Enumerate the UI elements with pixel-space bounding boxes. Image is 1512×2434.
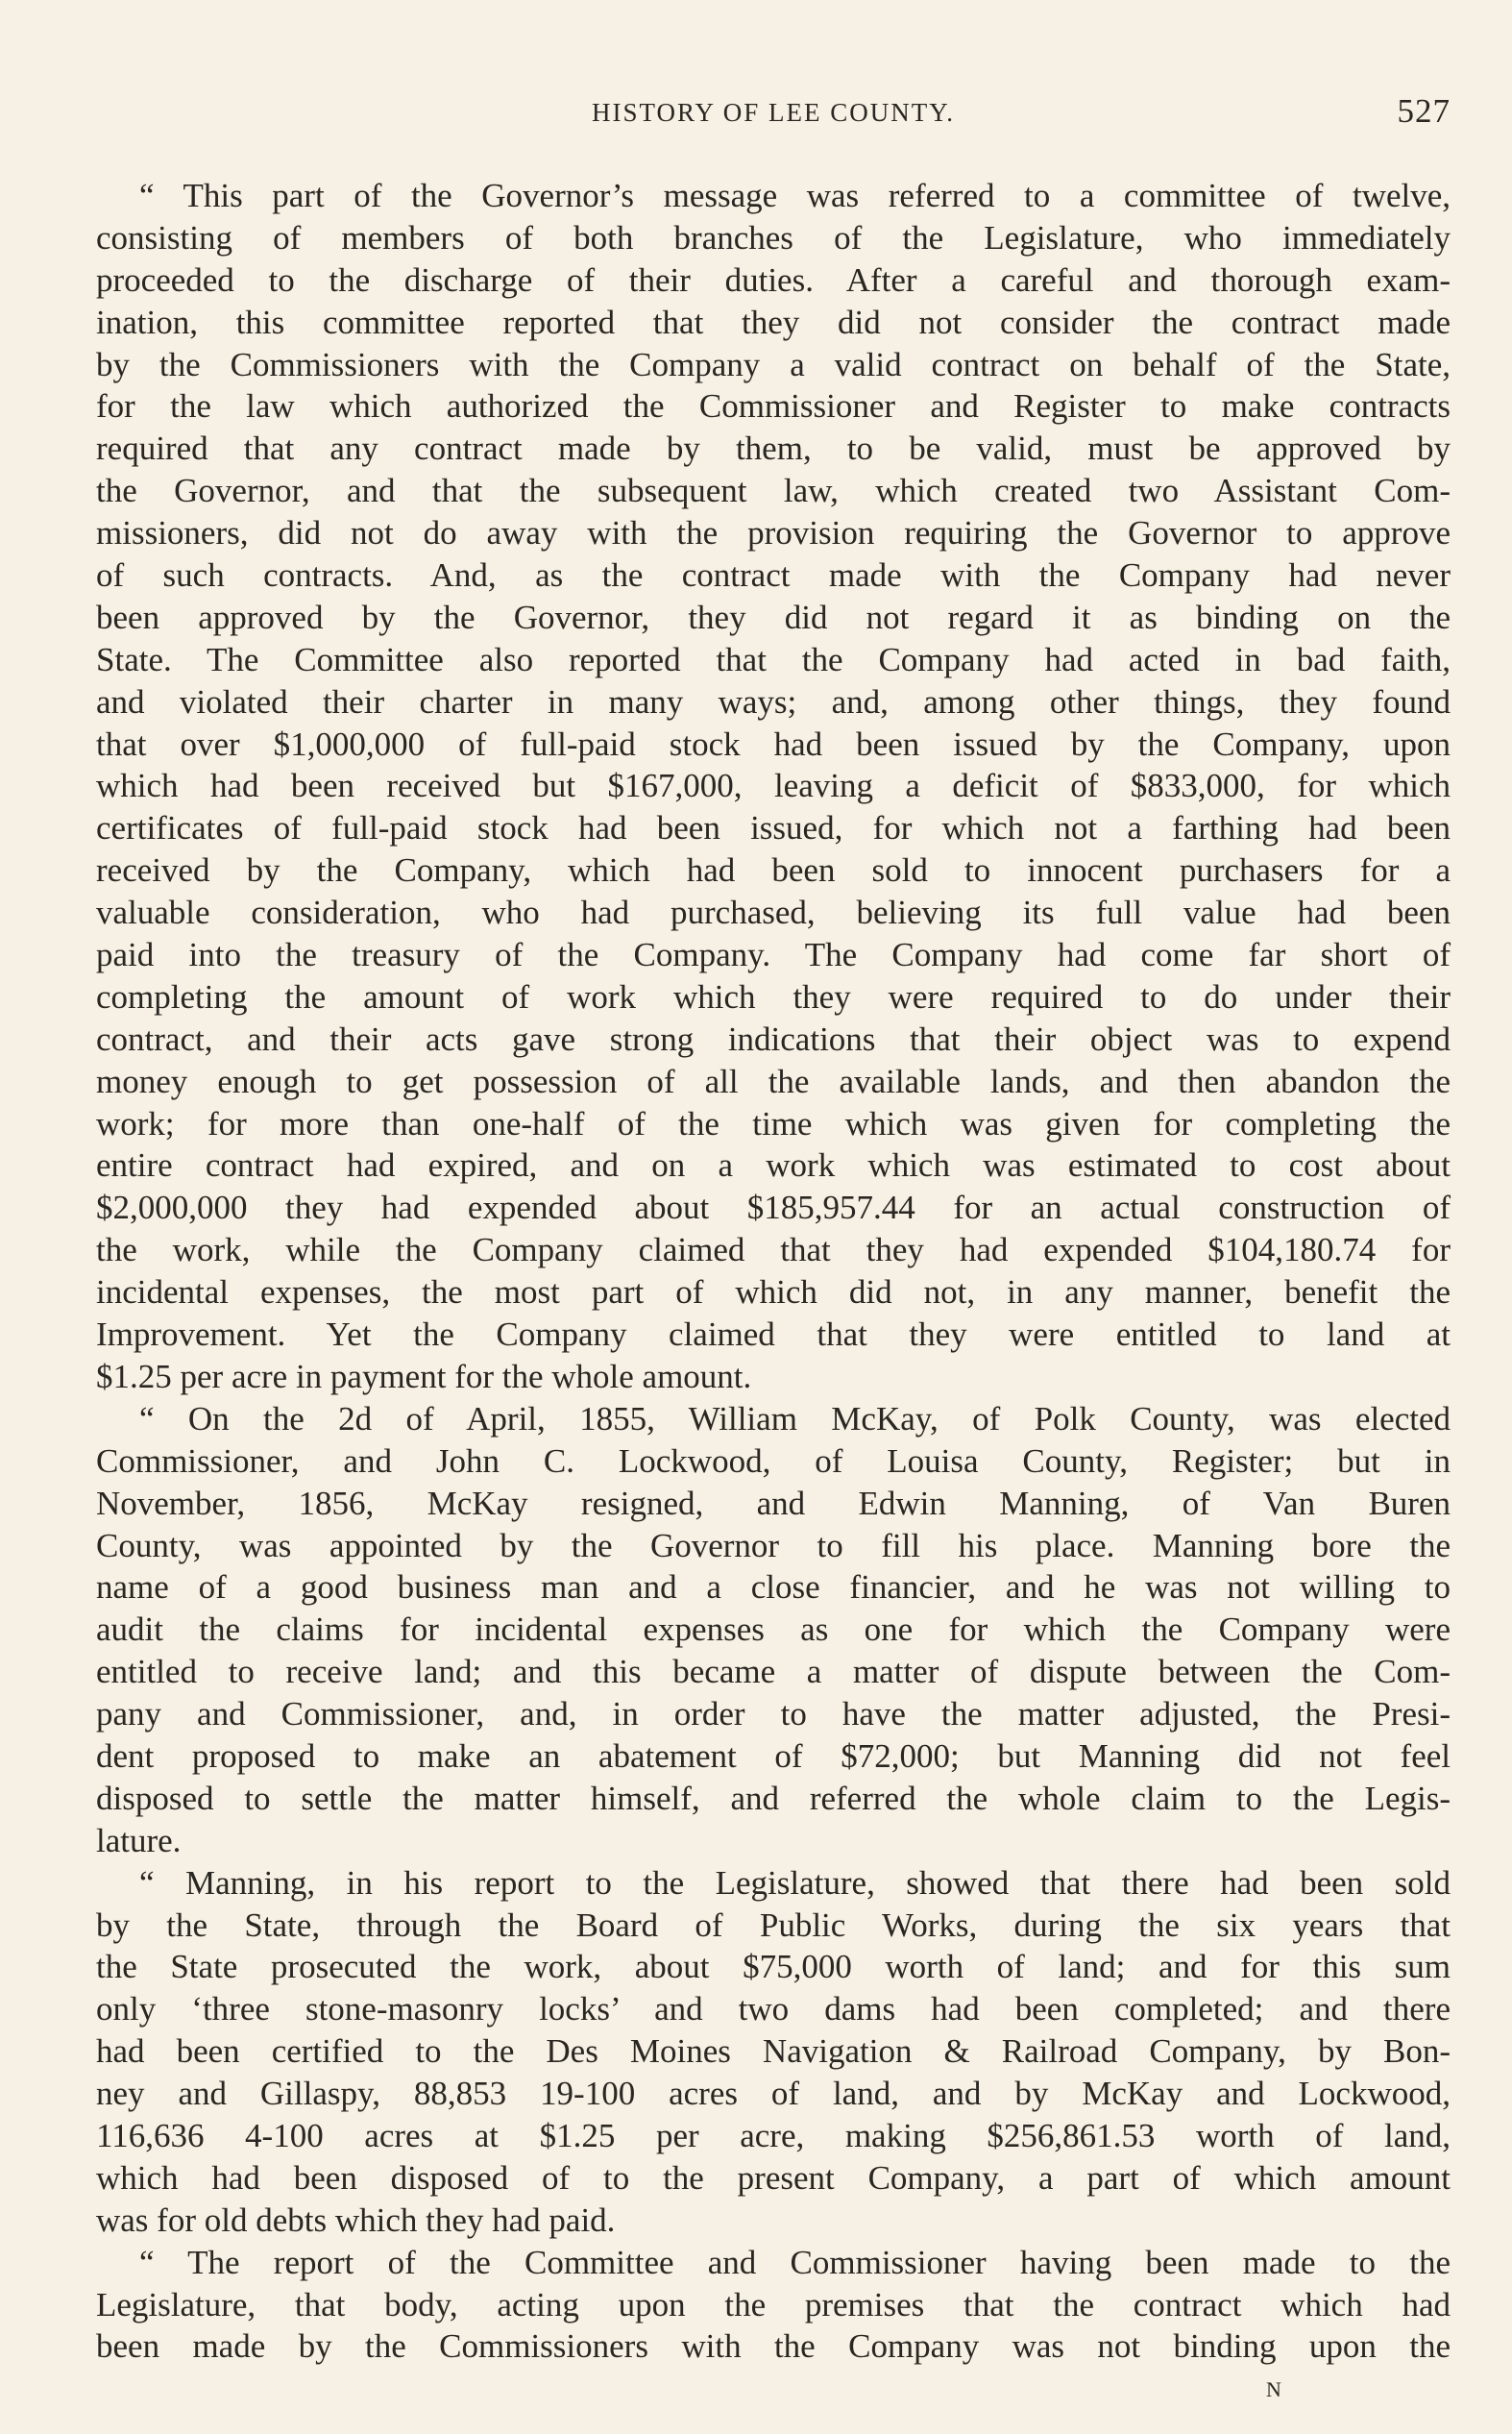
- text-line: the Governor, and that the subsequent law, which created two Assistant Com-: [96, 472, 1451, 510]
- text-line: for the law which authorized the Commissioner and Register to make contracts: [96, 387, 1451, 426]
- text-line: that over $1,000,000 of full-paid stock had been issued by the Company, upon: [96, 725, 1451, 763]
- text-line: missioners, did not do away with the provision requiring the Governor to approve: [96, 514, 1451, 553]
- text-line: received by the Company, which had been sold to innocent purchasers for a: [96, 851, 1451, 890]
- text-line: County, was appointed by the Governor to fill his place. Manning bore the: [96, 1526, 1451, 1564]
- text-line: “ This part of the Governor’s message was referred to a committee of twelve,: [139, 177, 1451, 214]
- text-line: work; for more than one-half of the time which was given for completing the: [96, 1104, 1451, 1143]
- text-line: certificates of full-paid stock had been issued, for which not a farthing had been: [96, 809, 1451, 848]
- text-line: which had been disposed of to the present Company, a part of which amount: [96, 2158, 1451, 2197]
- text-line: ination, this committee reported that they did not consider the contract made: [96, 303, 1451, 341]
- text-line: Commissioner, and John C. Lockwood, of Louisa County, Register; but in: [96, 1441, 1451, 1480]
- text-line: name of a good business man and a close financier, and he was not willing to: [96, 1568, 1451, 1607]
- text-line: and violated their charter in many ways; and, among other things, they found: [96, 682, 1451, 721]
- text-line: 116,636 4-100 acres at $1.25 per acre, making $256,861.53 worth of land,: [96, 2116, 1451, 2154]
- text-line: proceeded to the discharge of their duties. After a careful and thorough exam-: [96, 260, 1451, 299]
- text-line: disposed to settle the matter himself, and referred the whole claim to the Legis-: [96, 1779, 1451, 1817]
- text-line: required that any contract made by them, to be valid, must be approved by: [96, 430, 1451, 468]
- page-number: 527: [1397, 92, 1451, 130]
- text-line: November, 1856, McKay resigned, and Edwin Manning, of Van Buren: [96, 1484, 1451, 1522]
- text-line: Legislature, that body, acting upon the premises that the contract which had: [96, 2285, 1451, 2323]
- text-line: ney and Gillaspy, 88,853 19-100 acres of land, and by McKay and Lockwood,: [96, 2075, 1451, 2113]
- text-line: $2,000,000 they had expended about $185,957.44 for an actual construction of: [96, 1189, 1451, 1227]
- signature-mark: N: [1266, 2377, 1281, 2401]
- text-line: entitled to receive land; and this became a matter of dispute between the Com-: [96, 1653, 1451, 1691]
- text-line: $1.25 per acre in payment for the whole amount.: [96, 1357, 752, 1395]
- text-line: which had been received but $167,000, leaving a deficit of $833,000, for which: [96, 767, 1451, 805]
- text-line: of such contracts. And, as the contract made with the Company had never: [96, 556, 1451, 595]
- text-line: paid into the treasury of the Company. The Company had come far short of: [96, 936, 1451, 974]
- text-line: valuable consideration, who had purchased, believing its full value had been: [96, 894, 1451, 932]
- body-text: [96, 175, 1451, 2368]
- text-line: the State prosecuted the work, about $75,000 worth of land; and for this sum: [96, 1948, 1451, 1986]
- text-line: entire contract had expired, and on a work which was estimated to cost about: [96, 1146, 1451, 1185]
- text-line: had been certified to the Des Moines Navigation & Railroad Company, by Bon-: [96, 2032, 1451, 2071]
- text-line: contract, and their acts gave strong indications that their object was to expend: [96, 1020, 1451, 1058]
- text-line: audit the claims for incidental expenses as one for which the Company were: [96, 1610, 1451, 1649]
- text-line: been approved by the Governor, they did not regard it as binding on the: [96, 598, 1451, 636]
- text-line: only ‘three stone-masonry locks’ and two dams had been completed; and there: [96, 1990, 1451, 2028]
- text-line: “ On the 2d of April, 1855, William McKay, of Polk County, was elected: [139, 1399, 1451, 1438]
- text-line: “ The report of the Committee and Commissioner having been made to the: [139, 2243, 1451, 2281]
- running-title: HISTORY OF LEE COUNTY.: [591, 98, 956, 127]
- text-line: “ Manning, in his report to the Legislature, showed that there had been sold: [139, 1863, 1451, 1902]
- text-line: by the State, through the Board of Public Works, during the six years that: [96, 1905, 1451, 1944]
- text-line: Improvement. Yet the Company claimed that they were entitled to land at: [96, 1315, 1451, 1354]
- text-line: pany and Commissioner, and, in order to have the matter adjusted, the Presi-: [96, 1695, 1451, 1733]
- text-line: incidental expenses, the most part of which did not, in any manner, benefit the: [96, 1273, 1451, 1312]
- running-head: [96, 92, 1451, 140]
- text-line: been made by the Commissioners with the Company was not binding upon the: [96, 2327, 1451, 2366]
- text-line: money enough to get possession of all the available lands, and then abandon the: [96, 1062, 1451, 1100]
- text-line: consisting of members of both branches of the Legislature, who immediately: [96, 218, 1451, 257]
- text-line: State. The Committee also reported that the Company had acted in bad faith,: [96, 640, 1451, 678]
- text-line: completing the amount of work which they were required to do under their: [96, 977, 1451, 1016]
- text-line: by the Commissioners with the Company a valid contract on behalf of the State,: [96, 345, 1451, 383]
- text-line: dent proposed to make an abatement of $72,000; but Manning did not feel: [96, 1736, 1451, 1775]
- text-line: the work, while the Company claimed that they had expended $104,180.74 for: [96, 1231, 1451, 1269]
- text-line: was for old debts which they had paid.: [96, 2200, 616, 2239]
- text-line: lature.: [96, 1821, 182, 1859]
